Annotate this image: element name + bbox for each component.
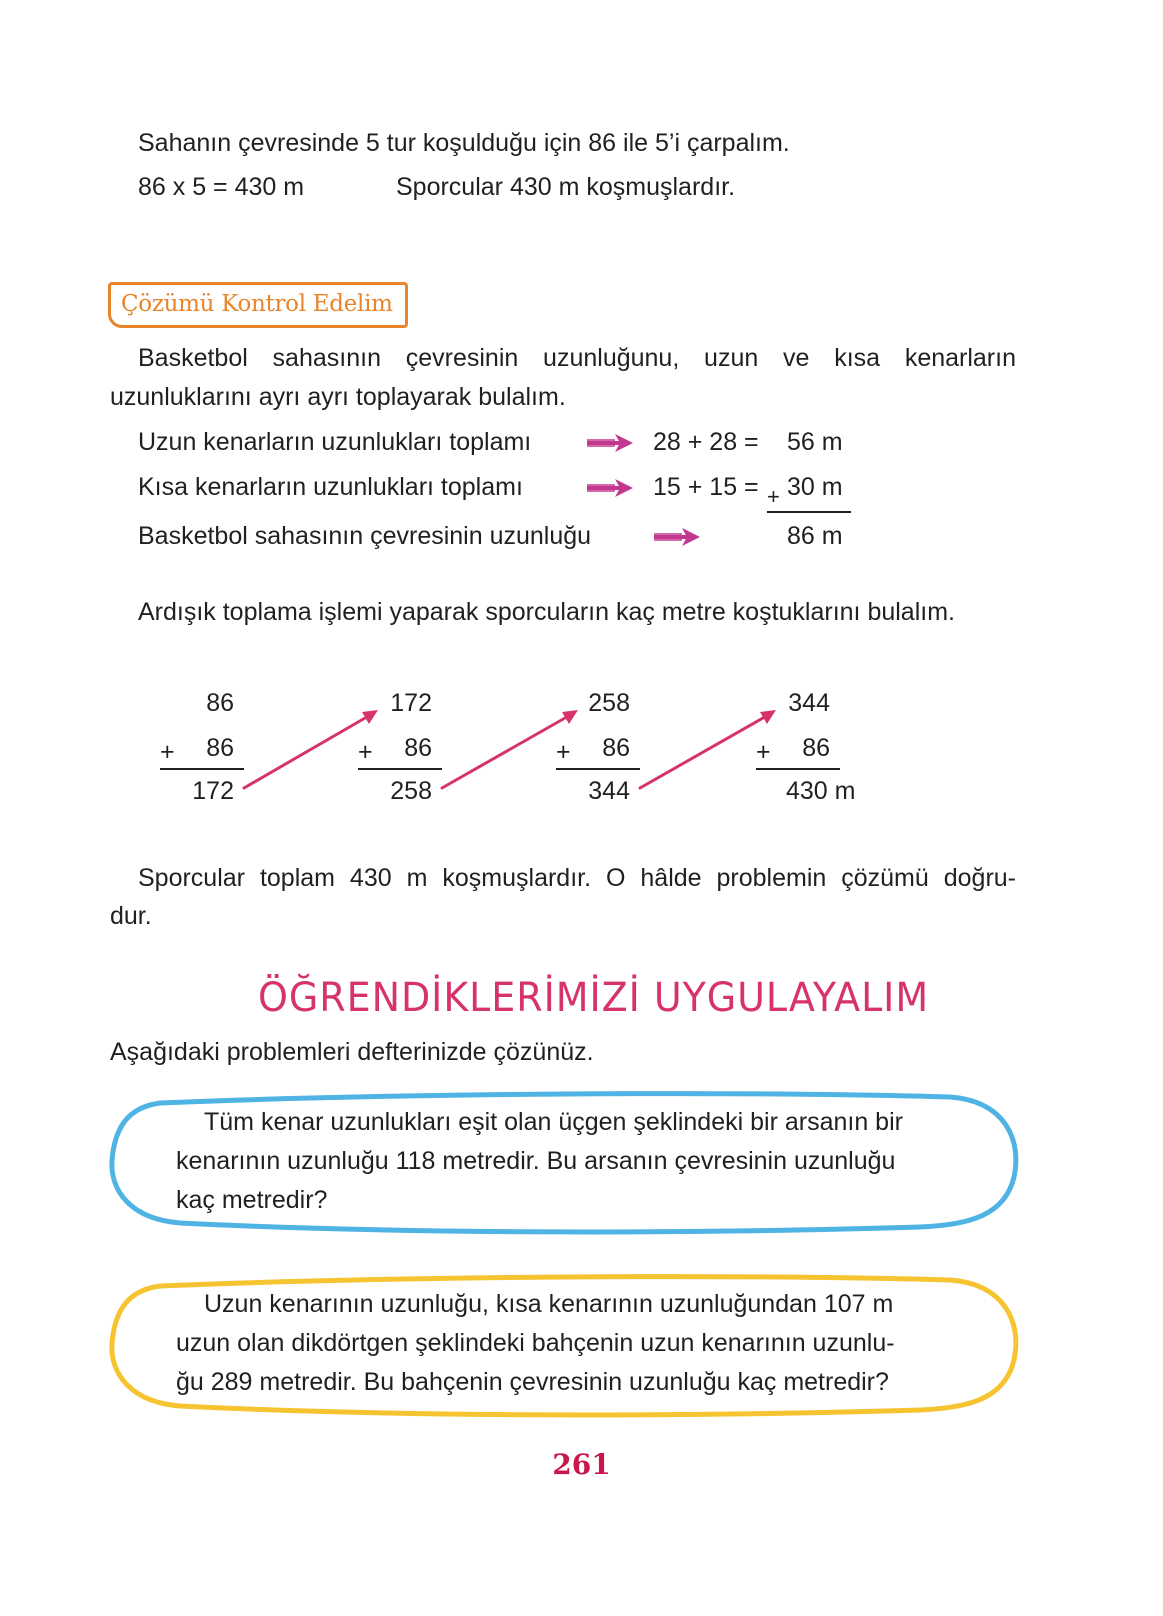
problem2-line2: uzun olan dikdörtgen şeklindeki bahçenin uzun kenarının uzunlu- xyxy=(176,1329,895,1357)
row-short-label: Kısa kenarların uzunlukları toplamı xyxy=(138,473,523,501)
row-short-expr: 15 + 15 = xyxy=(653,473,759,501)
block2-top: 172 xyxy=(390,689,432,717)
row-long-value: 56 m xyxy=(787,428,843,456)
block2-add: 86 xyxy=(404,734,432,762)
row-total-value: 86 m xyxy=(787,522,843,550)
page-number: 261 xyxy=(552,1448,611,1481)
block4-top: 344 xyxy=(788,689,830,717)
block4-add: 86 xyxy=(802,734,830,762)
check-section-title: Çözümü Kontrol Edelim xyxy=(121,291,393,317)
problem1-text xyxy=(176,1103,966,1220)
row-long-label: Uzun kenarların uzunlukları toplamı xyxy=(138,428,532,456)
problem2-text xyxy=(176,1285,966,1402)
problem2-line3: ğu 289 metredir. Bu bahçenin çevresinin uzunluğu kaç metredir? xyxy=(176,1368,889,1396)
problem1-line2: kenarının uzunluğu 118 metredir. Bu arsanın çevresinin uzunluğu xyxy=(176,1147,896,1175)
block1-add: 86 xyxy=(206,734,234,762)
row-short-plus: + xyxy=(767,484,780,509)
carry-arrow-1 xyxy=(244,714,372,788)
practice-instruction: Aşağıdaki problemleri defterinizde çözünüz. xyxy=(110,1038,594,1066)
block2-plus: + xyxy=(358,738,373,766)
conclusion-line1: Sporcular toplam 430 m koşmuşlardır. O hâlde problemin çözümü doğru- xyxy=(138,864,1016,892)
block1-sum: 172 xyxy=(192,777,234,805)
intro-equation: 86 x 5 = 430 m xyxy=(138,173,305,201)
problem1-line3: kaç metredir? xyxy=(176,1186,328,1214)
row-short-value: 30 m xyxy=(787,473,843,501)
intro-result: Sporcular 430 m koşmuşlardır. xyxy=(396,173,736,201)
block3-plus: + xyxy=(556,738,571,766)
block1-top: 86 xyxy=(206,689,234,717)
carry-arrow-3 xyxy=(640,714,770,788)
check-paragraph-line2: uzunluklarını ayrı ayrı toplayarak bulalım. xyxy=(110,383,566,411)
conclusion-line2: dur. xyxy=(110,902,152,930)
block2-sum: 258 xyxy=(390,777,432,805)
block4-plus: + xyxy=(756,738,771,766)
problem1-line1: Tüm kenar uzunlukları eşit olan üçgen şeklindeki bir arsanın bir xyxy=(204,1108,903,1136)
check-paragraph-line1: Basketbol sahasının çevresinin uzunluğunu, uzun ve kısa kenarların xyxy=(138,344,1016,372)
practice-title: ÖĞRENDİKLERİMİZİ UYGULAYALIM xyxy=(258,975,930,1021)
row-total-label: Basketbol sahasının çevresinin uzunluğu xyxy=(138,522,592,550)
intro-line: Sahanın çevresinde 5 tur koşulduğu için 86 ile 5’i çarpalım. xyxy=(138,129,790,157)
block3-sum: 344 xyxy=(588,777,630,805)
carry-arrow-2 xyxy=(442,714,572,788)
block1-plus: + xyxy=(160,738,175,766)
problem2-line1: Uzun kenarının uzunluğu, kısa kenarının uzunluğundan 107 m xyxy=(204,1290,894,1318)
sequential-intro: Ardışık toplama işlemi yaparak sporcuların kaç metre koştuklarını bulalım. xyxy=(138,598,955,626)
block3-add: 86 xyxy=(602,734,630,762)
row-long-expr: 28 + 28 = xyxy=(653,428,759,456)
block3-top: 258 xyxy=(588,689,630,717)
block4-sum: 430 m xyxy=(786,777,856,805)
